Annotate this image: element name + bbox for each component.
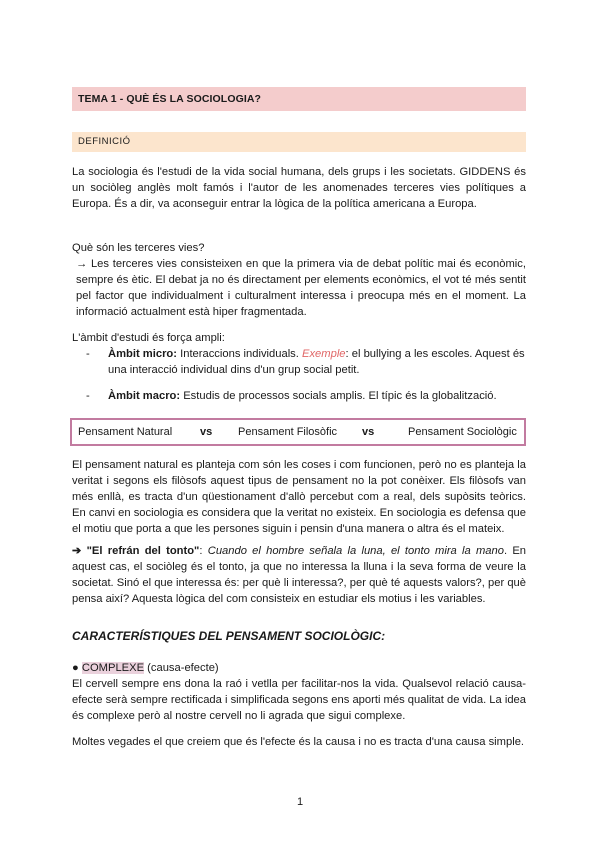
page-number: 1	[296, 796, 304, 808]
bullet-icon: ●	[72, 662, 79, 674]
third-ways-answer	[76, 256, 526, 320]
refran-text: . En aquest cas, el sociòleg és el tonto, ja que no interessa la lluna i la seva forma de veure la societat. Sinó el que interessa és: per què li interessa?, per què té aquests valors?, per què pensa així? Aquesta lògica del com consisteix en estudiar els motius i les variables.	[72, 545, 527, 605]
macro-label: Àmbit macro:	[108, 390, 181, 402]
definition-heading: DEFINICIÓ	[72, 132, 526, 152]
characteristic-paragraph: El cervell sempre ens dona la raó i vetlla per facilitar-nos la vida. Qualsevol relació causa-efecte serà sempre rectificada i simplificada segons ens aporti més qualitat de vida. La idea és complexe però al nostre cervell no li agrada que sigui complexe.	[72, 678, 526, 722]
characteristic-label: COMPLEXE	[81, 662, 145, 674]
micro-label: Àmbit micro:	[108, 348, 177, 360]
refran-paragraph: ➔ "El refrán del tonto": Cuando el hombre señala la luna, el tonto mira la mano. En aquest cas, el sociòleg és el tonto, ja que no interessa la lluna i la seva forma de veure la societat. Sinó el que interessa és: per què li interessa?, per què té aquests valors?, per què pensa així? Aquesta lògica del com consisteix en estudiar els motius i les variables.	[72, 545, 527, 605]
dash-marker: -	[86, 348, 90, 360]
natural-thought-paragraph: El pensament natural es planteja com són les coses i com funcionen, però no es planteja la veritat i segons els filòsofs aquest tipus de pensament no la pot conèixer. Els filòsofs van més enllà, es tracta d'un qüestionament d'allò percebut com a real, dels supòsits teòrics. En canvi en sociologia es considera que la veritat no existeix. En sociologia es defensa que el motiu que porta a que les persones siguin i pensin d'una manera o altra és el mateix.	[72, 459, 526, 535]
characteristic-note: (causa-efecte)	[147, 662, 219, 674]
dash-marker: -	[86, 390, 90, 402]
scope-micro-item	[86, 346, 526, 378]
vs-label: vs	[362, 426, 375, 438]
sociological-thought-label: Pensament Sociològic	[408, 426, 517, 438]
micro-example-label: Exemple	[302, 348, 346, 360]
micro-example-text: : el bullying a les escoles. Aquest és una interacció individual dins d'un grup social petit.	[108, 348, 525, 376]
natural-thought-label: Pensament Natural	[78, 426, 173, 438]
closing-paragraph: Moltes vegades el que creiem que és l'efecte és la causa i no es tracta d'una causa simple.	[72, 736, 525, 748]
page-title: TEMA 1 - QUÈ ÉS LA SOCIOLOGIA?	[72, 87, 526, 111]
arrow-icon: →	[76, 258, 88, 270]
characteristics-heading: CARACTERÍSTIQUES DEL PENSAMENT SOCIOLÒGIC:	[72, 629, 386, 643]
macro-text: Estudis de processos socials amplis. El típic és la globalització.	[183, 390, 497, 402]
vs-label: vs	[200, 426, 213, 438]
third-ways-answer-text: Les terceres vies consisteixen en que la primera via de debat polític mai és econòmic, sempre és ètic. El debat ja no és directament per elements econòmics, el vot té més sentit pel factor que individualment i culturalment interessa i preocupa més en el moment. La informació actualment està hiper fragmentada.	[76, 258, 526, 318]
philosophical-thought-label: Pensament Filosòfic	[238, 426, 338, 438]
comparison-box	[70, 418, 526, 446]
scope-intro: L'àmbit d'estudi és força ampli:	[72, 332, 225, 344]
micro-text: Interaccions individuals.	[180, 348, 299, 360]
refran-quote: Cuando el hombre señala la luna, el tonto mira la mano	[207, 545, 504, 557]
scope-macro-item	[86, 388, 526, 404]
intro-paragraph: La sociologia és l'estudi de la vida social humana, dels grups i les societats. GIDDENS és un sociòleg anglès molt famós i l'autor de les anomenades terceres vies polítiques a Europa. És a dir, va aconseguir entrar la lògica de la política americana a Europa.	[72, 166, 526, 210]
third-ways-question: Què són les terceres vies?	[72, 242, 205, 254]
refran-label: "El refrán del tonto"	[86, 545, 200, 557]
characteristic-item	[72, 660, 526, 676]
arrow-right-icon: ➔	[72, 545, 82, 557]
